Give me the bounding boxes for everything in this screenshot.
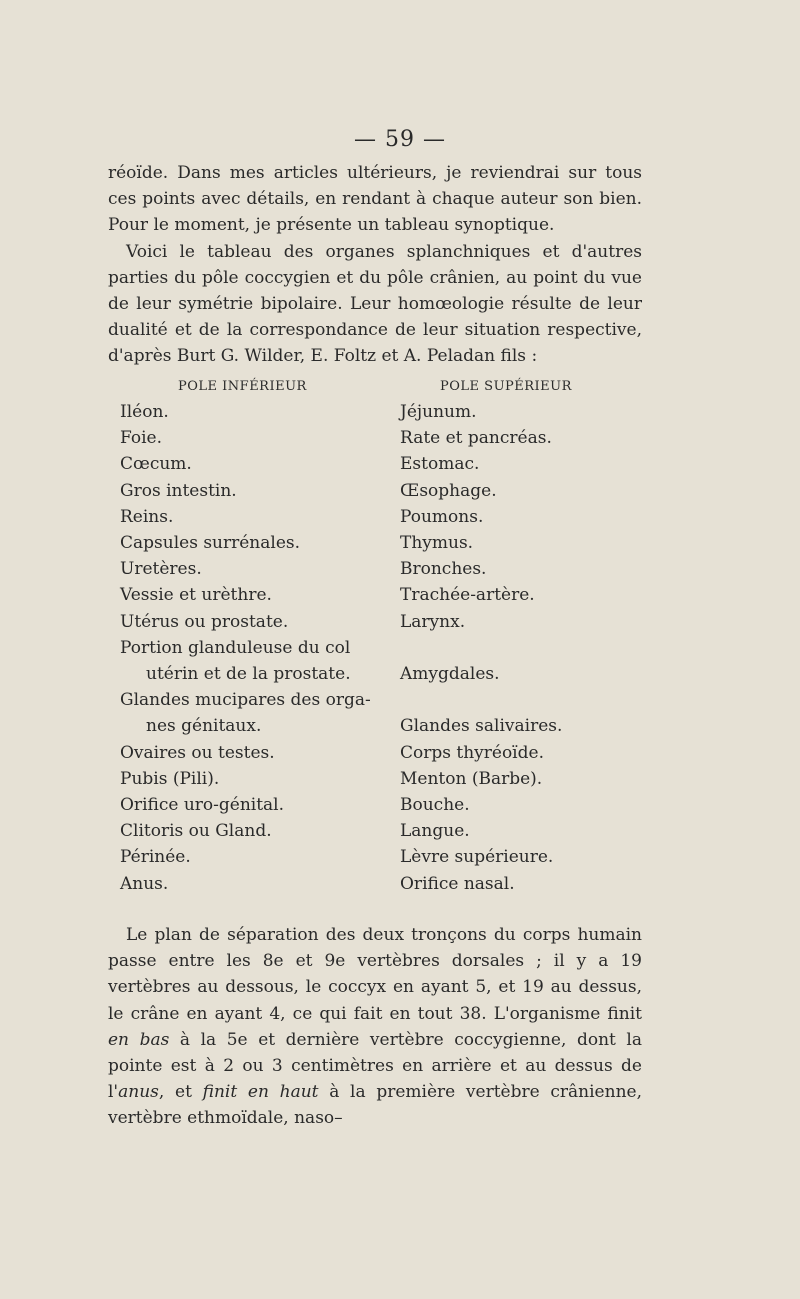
superior-organ: Trachée-artère. bbox=[400, 585, 535, 606]
superior-organ: Larynx. bbox=[400, 611, 466, 632]
table-row bbox=[0, 507, 800, 533]
superior-organ: Amygdales. bbox=[400, 664, 500, 684]
inferior-organ: Cœcum. bbox=[120, 454, 192, 475]
table-row bbox=[0, 821, 800, 847]
inferior-organ: Anus. bbox=[120, 873, 169, 894]
closing-em-2: anus bbox=[118, 1082, 159, 1103]
superior-organ: Menton (Barbe). bbox=[400, 768, 543, 789]
inferior-organ: utérin et de la prostate. bbox=[146, 664, 351, 684]
table-row bbox=[0, 481, 800, 507]
table-row bbox=[0, 874, 800, 900]
superior-organ: Bouche. bbox=[400, 795, 470, 815]
column-head-superior: POLE SUPÉRIEUR bbox=[440, 379, 572, 394]
closing-part-4: à la première vertèbre crânienne, vertèbre ethmoïdale, naso– bbox=[108, 1082, 642, 1129]
table-row bbox=[0, 638, 800, 664]
superior-organ: Œsophage. bbox=[400, 480, 497, 501]
page-number: — 59 — bbox=[354, 127, 446, 152]
inferior-organ: Pubis (Pili). bbox=[120, 768, 220, 789]
inferior-organ: Utérus ou prostate. bbox=[120, 611, 289, 632]
inferior-organ: Reins. bbox=[120, 506, 174, 527]
superior-organ: Orifice nasal. bbox=[400, 873, 515, 894]
inferior-organ: Gros intestin. bbox=[120, 480, 237, 501]
table-row bbox=[0, 585, 800, 611]
intro-text bbox=[108, 160, 642, 370]
superior-organ: Poumons. bbox=[400, 506, 484, 527]
intro-paragraph-1: réoïde. Dans mes articles ultérieurs, je reviendrai sur tous ces points avec détails, en rendant à chaque auteur son bien. Pour le moment, je présente un tableau synoptique. bbox=[108, 163, 642, 236]
inferior-organ: Vessie et urèthre. bbox=[120, 585, 272, 606]
inferior-organ: Capsules surrénales. bbox=[120, 533, 301, 553]
inferior-organ: Foie. bbox=[120, 428, 163, 449]
inferior-organ: Périnée. bbox=[120, 847, 191, 868]
superior-organ: Lèvre supérieure. bbox=[400, 847, 554, 868]
table-row bbox=[0, 664, 800, 690]
table-row bbox=[0, 402, 800, 428]
inferior-organ: Portion glanduleuse du col bbox=[120, 637, 351, 658]
inferior-organ: Clitoris ou Gland. bbox=[120, 821, 272, 842]
table-row bbox=[0, 454, 800, 480]
superior-organ: Estomac. bbox=[400, 454, 480, 475]
superior-organ: Corps thyréoïde. bbox=[400, 742, 544, 763]
inferior-organ: nes génitaux. bbox=[146, 716, 262, 737]
superior-organ: Bronches. bbox=[400, 559, 487, 580]
table-row bbox=[0, 533, 800, 559]
table-row bbox=[0, 612, 800, 638]
closing-text bbox=[108, 922, 642, 1132]
table-row bbox=[0, 743, 800, 769]
table-row bbox=[0, 769, 800, 795]
closing-part-1: Le plan de séparation des deux tronçons du corps humain passe entre les 8e et 9e vertèbres dorsales ; il y a 19 vertèbres au dessous, le coccyx en ayant 5, et 19 au dessus, le crâne en ayant 4, ce qui fait en tout 38. L'organisme finit bbox=[108, 925, 642, 1024]
superior-organ: Thymus. bbox=[400, 533, 474, 553]
intro-paragraph-2: Voici le tableau des organes splanchniques et d'autres parties du pôle coccygien et du pôle crânien, au point du vue de leur symétrie bipolaire. Leur homœologie résulte de leur dualité et de la correspondance de leur situation respective, d'après Burt G. Wilder, E. Foltz et A. Peladan fils : bbox=[108, 241, 642, 367]
closing-paragraph bbox=[108, 922, 642, 1132]
closing-part-3: , et bbox=[158, 1082, 203, 1103]
inferior-organ: Ovaires ou testes. bbox=[120, 742, 275, 763]
table-row bbox=[0, 428, 800, 454]
table-row bbox=[0, 559, 800, 585]
table-row bbox=[0, 795, 800, 821]
superior-organ: Jéjunum. bbox=[400, 402, 477, 422]
inferior-organ: Glandes mucipares des orga- bbox=[120, 690, 371, 711]
superior-organ: Langue. bbox=[400, 821, 470, 842]
closing-part-2: à la 5e et dernière vertèbre coccygienne, dont la pointe est à 2 ou 3 centimètres en arrière et au dessus de l' bbox=[108, 1029, 642, 1103]
closing-em-3: finit en haut bbox=[202, 1082, 319, 1103]
column-head-inferior: POLE INFÉRIEUR bbox=[178, 379, 307, 394]
table-row bbox=[0, 716, 800, 742]
inferior-organ: Orifice uro-génital. bbox=[120, 795, 285, 815]
superior-organ: Rate et pancréas. bbox=[400, 428, 552, 449]
inferior-organ: Uretères. bbox=[120, 559, 202, 580]
closing-em-1: en bas bbox=[108, 1029, 170, 1050]
inferior-organ: Iléon. bbox=[120, 402, 169, 422]
table-row bbox=[0, 690, 800, 716]
superior-organ: Glandes salivaires. bbox=[400, 716, 563, 737]
table-row bbox=[0, 847, 800, 873]
